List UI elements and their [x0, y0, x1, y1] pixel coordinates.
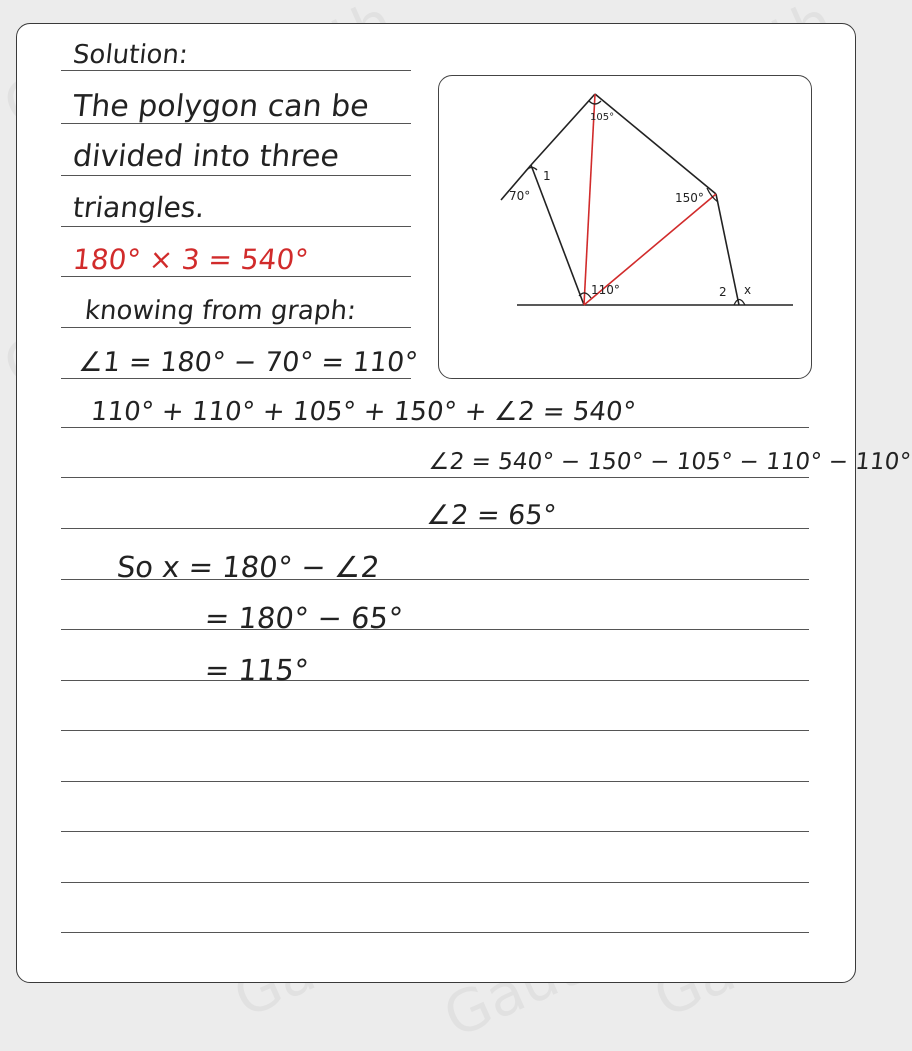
solution-line: So x = 180° − ∠2 — [115, 550, 382, 584]
polygon-edge — [531, 165, 584, 305]
angle-label: 70° — [509, 189, 531, 203]
solution-line: knowing from graph: — [83, 296, 358, 326]
diagonal-line — [584, 94, 595, 305]
ruled-line — [61, 831, 809, 832]
polygon-edge — [531, 94, 595, 165]
ruled-line — [61, 477, 809, 478]
ruled-line — [61, 932, 809, 933]
solution-line: The polygon can be — [71, 89, 371, 124]
solution-line-red: 180° × 3 = 540° — [71, 243, 311, 276]
solution-line: ∠1 = 180° − 70° = 110° — [77, 347, 420, 378]
solution-line: ∠2 = 65° — [425, 500, 558, 531]
angle-label: 150° — [675, 191, 704, 205]
polygon-figure — [438, 75, 812, 379]
angle-label: x — [744, 283, 752, 297]
polygon-edge — [595, 94, 716, 194]
ruled-line — [61, 680, 809, 681]
angle-label: 1 — [543, 169, 551, 183]
solution-card — [16, 23, 912, 983]
polygon-diagram — [439, 76, 811, 378]
angle-label: 105° — [590, 112, 615, 123]
ruled-line — [61, 378, 411, 379]
solution-line: divided into three — [71, 139, 341, 174]
ruled-line — [61, 882, 809, 883]
ruled-line — [61, 276, 411, 277]
solution-line: = 180° − 65° — [203, 601, 405, 635]
solution-line: triangles. — [71, 191, 207, 224]
solution-line: ∠2 = 540° − 150° − 105° − 110° − 110° — [427, 449, 912, 475]
ruled-line — [61, 175, 411, 176]
ruled-line — [61, 629, 809, 630]
solution-line: = 115° — [203, 653, 311, 687]
solution-line: 110° + 110° + 105° + 150° + ∠2 = 540° — [89, 397, 638, 427]
ruled-line — [61, 226, 411, 227]
ruled-line — [61, 730, 809, 731]
angle-label: 2 — [719, 285, 727, 299]
ruled-line — [61, 781, 809, 782]
ruled-line — [61, 427, 809, 428]
solution-heading: Solution: — [71, 40, 190, 70]
ruled-line — [61, 327, 411, 328]
ruled-line — [61, 70, 411, 71]
angle-arc — [525, 167, 537, 172]
angle-label: 110° — [591, 283, 620, 297]
